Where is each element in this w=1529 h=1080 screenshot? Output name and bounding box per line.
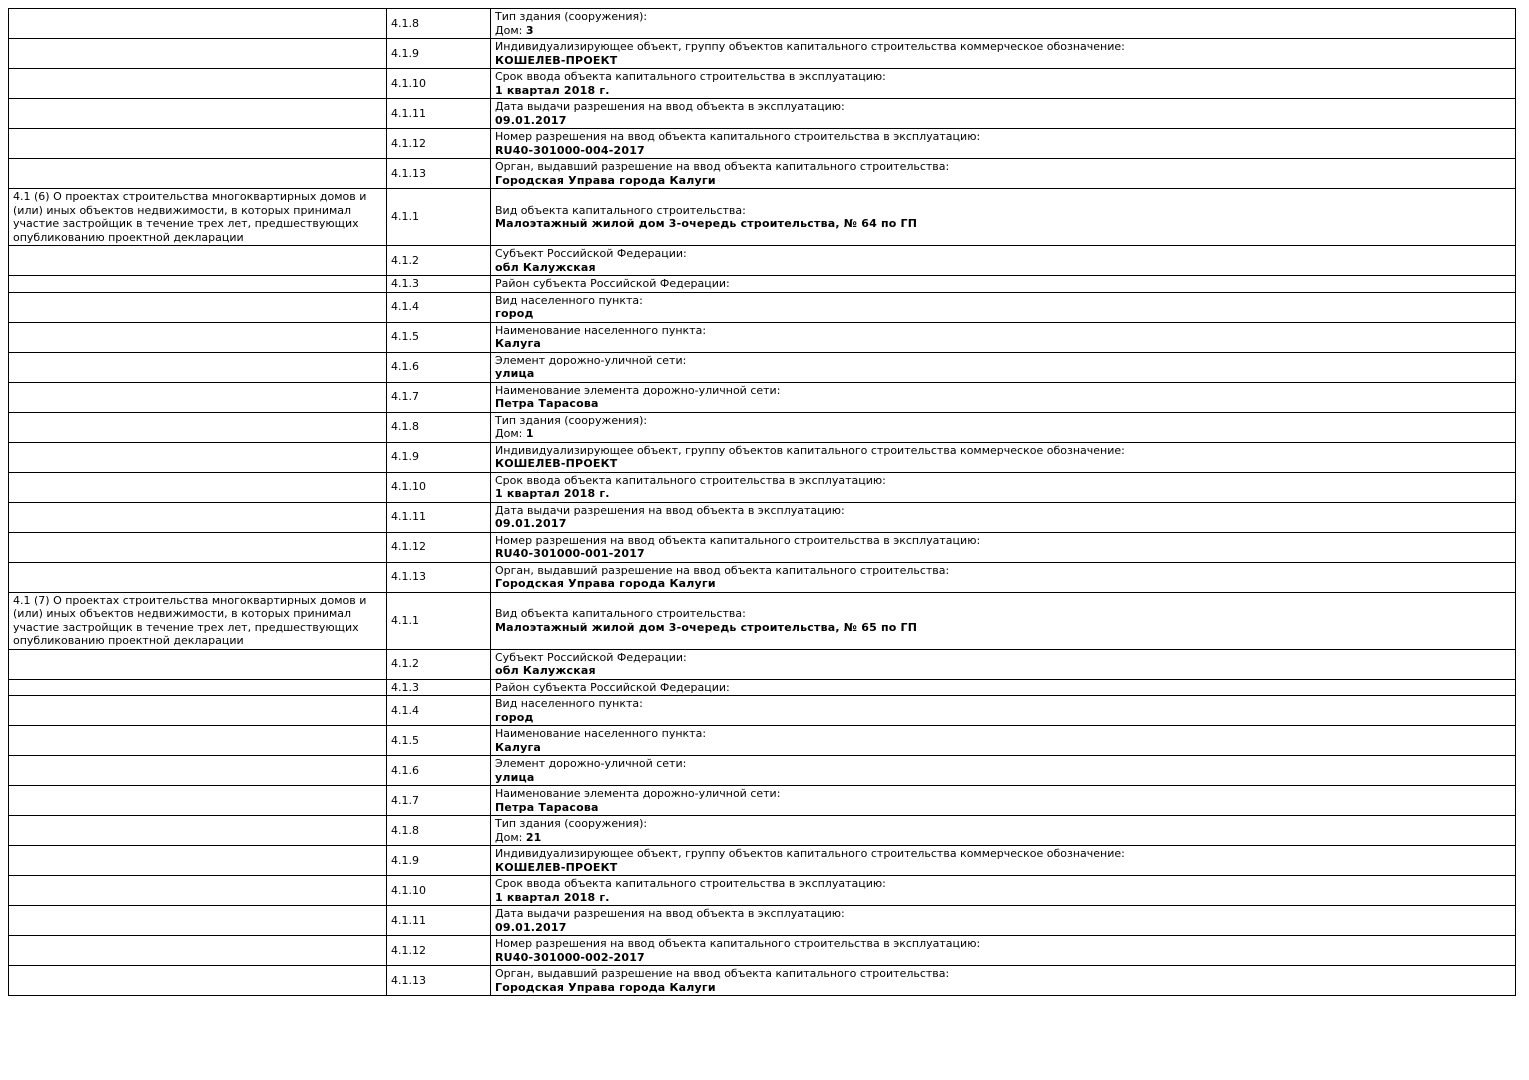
field-label: Дата выдачи разрешения на ввод объекта в эксплуатацию: <box>495 907 845 920</box>
field-label: Номер разрешения на ввод объекта капитального строительства в эксплуатацию: <box>495 937 981 950</box>
field-value-bold: город <box>495 710 534 724</box>
field-value <box>495 981 1511 995</box>
section-cell-empty <box>9 906 387 936</box>
field-value-bold: 09.01.2017 <box>495 113 567 127</box>
table-row <box>9 816 1516 846</box>
row-content-cell <box>491 129 1516 159</box>
section-cell-empty <box>9 412 387 442</box>
table-row <box>9 649 1516 679</box>
row-code: 4.1.13 <box>387 562 491 592</box>
field-value <box>495 664 1511 678</box>
row-code: 4.1.8 <box>387 816 491 846</box>
field-value-bold: обл Калужская <box>495 664 596 677</box>
field-value-bold: RU40-301000-004-2017 <box>495 143 645 157</box>
row-content-cell <box>491 532 1516 562</box>
row-content-cell <box>491 726 1516 756</box>
row-code: 4.1.9 <box>387 442 491 472</box>
field-value <box>495 831 1511 845</box>
field-label: Вид объекта капитального строительства: <box>495 203 746 217</box>
field-value-bold: КОШЕЛЕВ-ПРОЕКТ <box>495 457 618 470</box>
field-value-bold: 1 <box>525 427 534 440</box>
declaration-table-body <box>9 9 1516 996</box>
field-label: Район субъекта Российской Федерации: <box>495 680 730 694</box>
row-content-cell <box>491 472 1516 502</box>
field-value-plain: Дом: <box>495 830 526 844</box>
field-label: Индивидуализирующее объект, группу объектов капитального строительства коммерческое обозначение: <box>495 443 1125 457</box>
row-code: 4.1.13 <box>387 966 491 996</box>
field-value-bold: 1 квартал 2018 г. <box>495 487 610 500</box>
field-value-bold: улица <box>495 367 535 380</box>
row-content-cell <box>491 412 1516 442</box>
row-code: 4.1.11 <box>387 906 491 936</box>
section-cell-empty <box>9 159 387 189</box>
table-row <box>9 159 1516 189</box>
section-cell-empty <box>9 679 387 696</box>
field-value-bold: RU40-301000-002-2017 <box>495 950 645 964</box>
row-content-cell <box>491 69 1516 99</box>
field-value <box>495 427 1511 441</box>
field-value-bold: Калуга <box>495 740 542 754</box>
row-code: 4.1.13 <box>387 159 491 189</box>
field-value-bold: 09.01.2017 <box>495 920 567 934</box>
field-label: Наименование элемента дорожно-уличной сети: <box>495 383 781 397</box>
section-cell-empty <box>9 99 387 129</box>
section-cell-empty <box>9 502 387 532</box>
table-row <box>9 936 1516 966</box>
table-row <box>9 99 1516 129</box>
field-value-bold: КОШЕЛЕВ-ПРОЕКТ <box>495 860 618 874</box>
field-label: Номер разрешения на ввод объекта капитального строительства в эксплуатацию: <box>495 130 981 143</box>
row-code: 4.1.3 <box>387 276 491 293</box>
field-value <box>495 577 1511 591</box>
field-value <box>495 771 1511 785</box>
field-label: Вид населенного пункта: <box>495 293 643 307</box>
field-value-bold: Петра Тарасова <box>495 397 599 410</box>
table-row <box>9 352 1516 382</box>
row-content-cell <box>491 816 1516 846</box>
field-label: Срок ввода объекта капитального строительства в эксплуатацию: <box>495 473 886 487</box>
field-label: Индивидуализирующее объект, группу объектов капитального строительства коммерческое обозначение: <box>495 40 1125 53</box>
section-cell-empty <box>9 846 387 876</box>
section-cell-empty <box>9 382 387 412</box>
table-row <box>9 876 1516 906</box>
row-code: 4.1.12 <box>387 936 491 966</box>
table-row <box>9 69 1516 99</box>
table-row <box>9 502 1516 532</box>
field-value <box>495 114 1511 128</box>
field-value <box>495 84 1511 98</box>
field-value <box>495 741 1511 755</box>
field-value-bold: 1 квартал 2018 г. <box>495 890 610 904</box>
table-row <box>9 679 1516 696</box>
row-content-cell <box>491 756 1516 786</box>
field-value <box>495 487 1511 501</box>
row-content-cell <box>491 442 1516 472</box>
section-cell-empty <box>9 472 387 502</box>
section-cell-empty <box>9 696 387 726</box>
section-cell-empty <box>9 442 387 472</box>
table-row <box>9 322 1516 352</box>
row-code: 4.1.1 <box>387 189 491 246</box>
row-code: 4.1.10 <box>387 876 491 906</box>
row-code: 4.1.4 <box>387 696 491 726</box>
row-content-cell <box>491 292 1516 322</box>
row-code: 4.1.6 <box>387 352 491 382</box>
section-cell-empty <box>9 352 387 382</box>
section-cell-empty <box>9 649 387 679</box>
section-cell-empty <box>9 246 387 276</box>
field-value-plain: Дом: <box>495 427 526 440</box>
field-value <box>495 337 1511 351</box>
section-cell-empty <box>9 876 387 906</box>
field-label: Вид объекта капитального строительства: <box>495 607 746 620</box>
field-label: Наименование элемента дорожно-уличной сети: <box>495 787 781 800</box>
field-value-bold: Малоэтажный жилой дом 3-очередь строительства, № 65 по ГП <box>495 620 918 634</box>
row-content-cell <box>491 592 1516 649</box>
field-value <box>495 217 1511 231</box>
field-value-bold: город <box>495 307 534 320</box>
section-description: 4.1 (6) О проектах строительства многоквартирных домов и (или) иных объектов недвижимости, в которых принимал участие застройщик в течение трех лет, предшествующих опубликованию проектной декларации <box>9 189 387 246</box>
table-row <box>9 756 1516 786</box>
table-row <box>9 532 1516 562</box>
table-row <box>9 382 1516 412</box>
section-description: 4.1 (7) О проектах строительства многоквартирных домов и (или) иных объектов недвижимости, в которых принимал участие застройщик в течение трех лет, предшествующих опубликованию проектной декларации <box>9 592 387 649</box>
table-row <box>9 39 1516 69</box>
row-content-cell <box>491 99 1516 129</box>
table-row <box>9 592 1516 649</box>
field-label: Наименование населенного пункта: <box>495 727 707 740</box>
row-code: 4.1.8 <box>387 412 491 442</box>
row-code: 4.1.11 <box>387 99 491 129</box>
row-code: 4.1.12 <box>387 532 491 562</box>
row-code: 4.1.5 <box>387 726 491 756</box>
row-content-cell <box>491 502 1516 532</box>
field-value-bold: Калуга <box>495 337 542 350</box>
row-content-cell <box>491 382 1516 412</box>
field-label: Элемент дорожно-уличной сети: <box>495 353 687 367</box>
field-value <box>495 517 1511 531</box>
field-value-bold: 09.01.2017 <box>495 517 567 530</box>
field-value <box>495 921 1511 935</box>
row-code: 4.1.6 <box>387 756 491 786</box>
table-row <box>9 412 1516 442</box>
section-cell-empty <box>9 292 387 322</box>
field-label: Орган, выдавший разрешение на ввод объекта капитального строительства: <box>495 563 950 577</box>
field-value-bold: Городская Управа города Калуги <box>495 980 716 994</box>
table-row <box>9 966 1516 996</box>
field-value <box>495 367 1511 381</box>
field-label: Срок ввода объекта капитального строительства в эксплуатацию: <box>495 70 886 83</box>
field-label: Тип здания (сооружения): <box>495 817 648 830</box>
field-value-bold: КОШЕЛЕВ-ПРОЕКТ <box>495 53 618 67</box>
field-label: Индивидуализирующее объект, группу объектов капитального строительства коммерческое обозначение: <box>495 847 1125 860</box>
field-value <box>495 891 1511 905</box>
field-label: Субъект Российской Федерации: <box>495 650 687 664</box>
section-cell-empty <box>9 532 387 562</box>
field-value-bold: 1 квартал 2018 г. <box>495 83 610 97</box>
row-content-cell <box>491 159 1516 189</box>
table-row <box>9 846 1516 876</box>
field-value-bold: Городская Управа города Калуги <box>495 173 716 187</box>
section-cell-empty <box>9 39 387 69</box>
row-code: 4.1.11 <box>387 502 491 532</box>
field-value <box>495 711 1511 725</box>
field-label: Вид населенного пункта: <box>495 697 643 710</box>
table-row <box>9 562 1516 592</box>
field-value-bold: обл Калужская <box>495 260 596 274</box>
field-value-bold: RU40-301000-001-2017 <box>495 547 645 560</box>
field-value <box>495 307 1511 321</box>
field-label: Срок ввода объекта капитального строительства в эксплуатацию: <box>495 877 886 890</box>
field-label: Номер разрешения на ввод объекта капитального строительства в эксплуатацию: <box>495 533 981 547</box>
field-label: Дата выдачи разрешения на ввод объекта в эксплуатацию: <box>495 503 845 517</box>
field-label: Орган, выдавший разрешение на ввод объекта капитального строительства: <box>495 967 950 980</box>
row-code: 4.1.10 <box>387 472 491 502</box>
row-code: 4.1.7 <box>387 382 491 412</box>
field-label: Субъект Российской Федерации: <box>495 247 687 260</box>
row-content-cell <box>491 276 1516 293</box>
row-content-cell <box>491 786 1516 816</box>
table-row <box>9 292 1516 322</box>
row-code: 4.1.9 <box>387 846 491 876</box>
row-content-cell <box>491 846 1516 876</box>
row-code: 4.1.5 <box>387 322 491 352</box>
row-content-cell <box>491 906 1516 936</box>
section-cell-empty <box>9 726 387 756</box>
section-cell-empty <box>9 9 387 39</box>
table-row <box>9 189 1516 246</box>
section-cell-empty <box>9 562 387 592</box>
section-cell-empty <box>9 129 387 159</box>
table-row <box>9 442 1516 472</box>
field-value <box>495 861 1511 875</box>
section-cell-empty <box>9 756 387 786</box>
table-row <box>9 472 1516 502</box>
field-value <box>495 951 1511 965</box>
field-value-bold: Малоэтажный жилой дом 3-очередь строительства, № 64 по ГП <box>495 217 918 230</box>
row-content-cell <box>491 966 1516 996</box>
row-code: 4.1.2 <box>387 649 491 679</box>
row-code: 4.1.12 <box>387 129 491 159</box>
table-row <box>9 696 1516 726</box>
row-content-cell <box>491 189 1516 246</box>
row-content-cell <box>491 649 1516 679</box>
table-row <box>9 906 1516 936</box>
section-cell-empty <box>9 322 387 352</box>
row-content-cell <box>491 322 1516 352</box>
row-code: 4.1.1 <box>387 592 491 649</box>
section-cell-empty <box>9 69 387 99</box>
row-content-cell <box>491 352 1516 382</box>
field-label: Орган, выдавший разрешение на ввод объекта капитального строительства: <box>495 160 950 173</box>
section-cell-empty <box>9 276 387 293</box>
row-content-cell <box>491 39 1516 69</box>
row-code: 4.1.3 <box>387 679 491 696</box>
field-value-bold: Петра Тарасова <box>495 800 599 814</box>
field-value <box>495 144 1511 158</box>
row-content-cell <box>491 679 1516 696</box>
row-code: 4.1.8 <box>387 9 491 39</box>
field-value <box>495 547 1511 561</box>
row-content-cell <box>491 696 1516 726</box>
row-code: 4.1.2 <box>387 246 491 276</box>
field-value-bold: Городская Управа города Калуги <box>495 577 716 590</box>
declaration-table <box>8 8 1516 996</box>
field-value <box>495 174 1511 188</box>
field-value-bold: 21 <box>525 830 542 844</box>
field-value-bold: улица <box>495 770 535 784</box>
field-label: Район субъекта Российской Федерации: <box>495 277 730 290</box>
section-cell-empty <box>9 816 387 846</box>
row-content-cell <box>491 246 1516 276</box>
table-row <box>9 786 1516 816</box>
field-label: Тип здания (сооружения): <box>495 413 648 427</box>
table-row <box>9 726 1516 756</box>
field-value <box>495 397 1511 411</box>
section-cell-empty <box>9 786 387 816</box>
row-content-cell <box>491 876 1516 906</box>
row-code: 4.1.4 <box>387 292 491 322</box>
row-content-cell <box>491 936 1516 966</box>
field-value <box>495 24 1511 38</box>
field-value <box>495 261 1511 275</box>
section-cell-empty <box>9 966 387 996</box>
table-row <box>9 9 1516 39</box>
table-row <box>9 246 1516 276</box>
field-label: Наименование населенного пункта: <box>495 323 707 337</box>
row-code: 4.1.7 <box>387 786 491 816</box>
field-label: Тип здания (сооружения): <box>495 10 648 23</box>
field-value <box>495 801 1511 815</box>
row-code: 4.1.10 <box>387 69 491 99</box>
field-value <box>495 621 1511 635</box>
field-label: Дата выдачи разрешения на ввод объекта в эксплуатацию: <box>495 100 845 113</box>
section-cell-empty <box>9 936 387 966</box>
field-label: Элемент дорожно-уличной сети: <box>495 757 687 770</box>
row-content-cell <box>491 9 1516 39</box>
field-value-plain: Дом: <box>495 23 526 37</box>
field-value <box>495 457 1511 471</box>
field-value <box>495 54 1511 68</box>
field-value-bold: 3 <box>525 23 534 37</box>
table-row <box>9 129 1516 159</box>
row-content-cell <box>491 562 1516 592</box>
table-row <box>9 276 1516 293</box>
row-code: 4.1.9 <box>387 39 491 69</box>
